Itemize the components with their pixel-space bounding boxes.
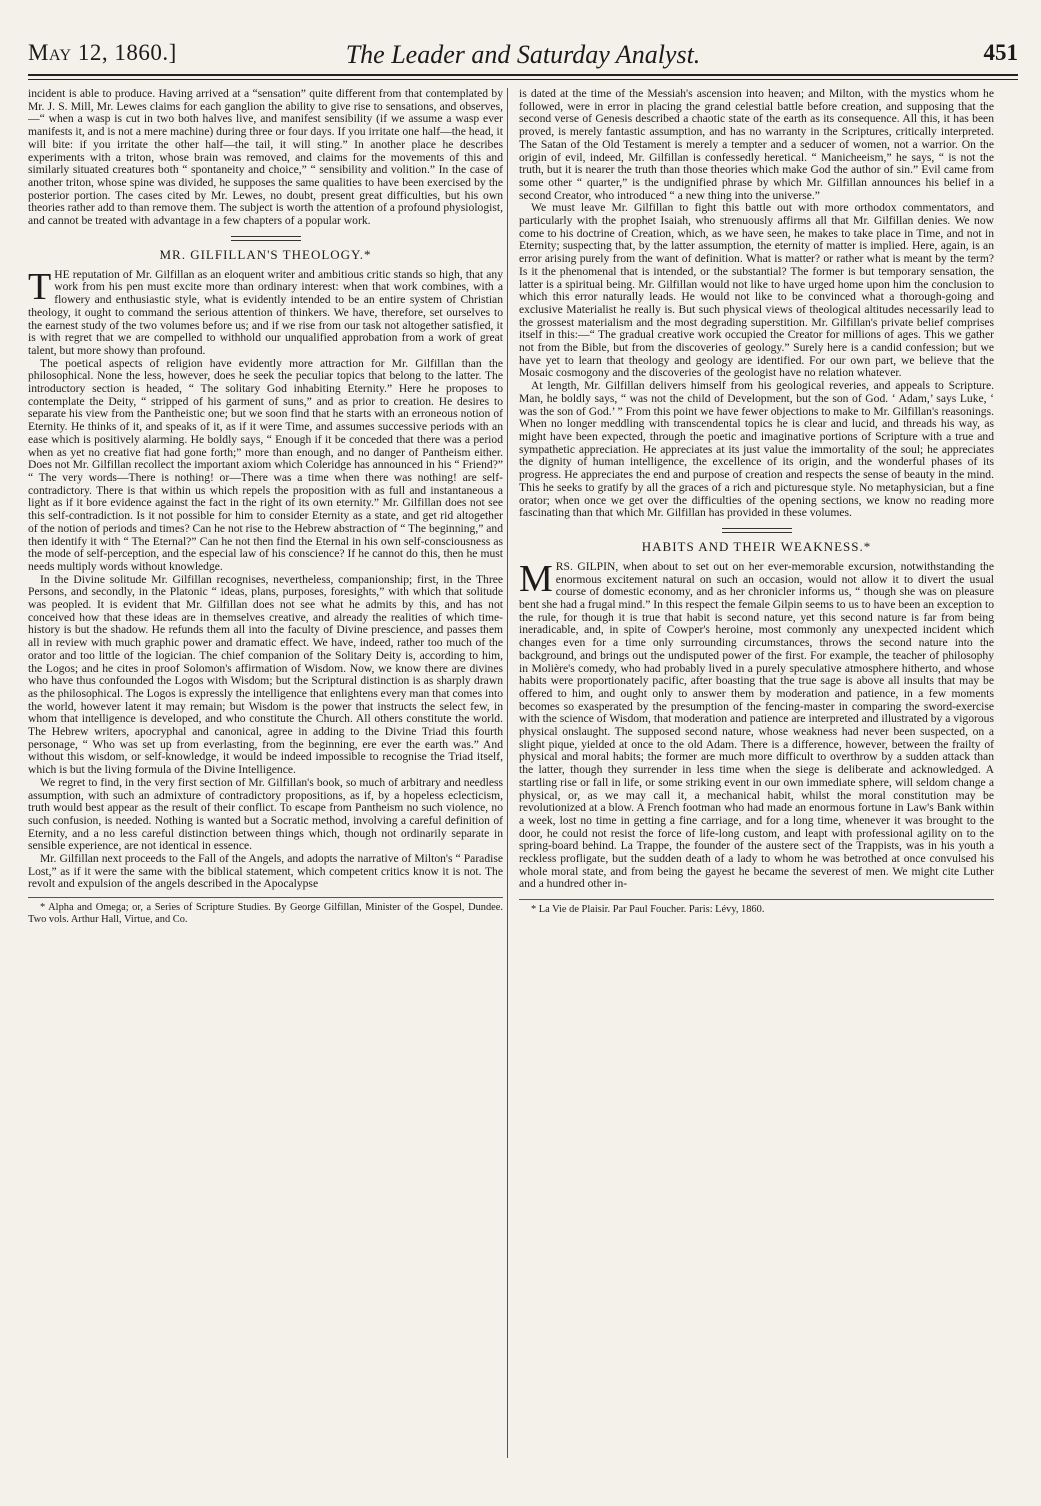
- article-paragraph: is dated at the time of the Messiah's ascension into heaven; and Milton, with the mystics whom he followed, were in error in placing the grand celestial battle before creation, and supposing that the second verse of Genesis described a chaotic state of the earth as its consequence. All this, it has been proved, is merely fantastic assumption, and has no warranty in the Scriptures, critically interpreted. The Satan of the Old Testament is merely a tempter and a seducer of women, not a warrior. On the origin of evil, indeed, Mr. Gilfillan is confessedly heretical. “ Manicheeism,” he says, “ is not the truth, but it is nearer the truth than those theories which make God the author of sin.” Evil came from some other “ quarter,” is the undignified phrase by which Mr. Gilfillan announces his belief in a second Creator, who introduced “ a new thing into the universe.”: [519, 88, 994, 202]
- section-separator: [231, 236, 301, 241]
- right-column: [519, 88, 994, 1468]
- article-paragraph: In the Divine solitude Mr. Gilfillan recognises, nevertheless, companionship; first, in the Three Persons, and secondly, in the Platonic “ ideas, plans, purposes, foresights,” with which that solitude was peopled. It is evident that Mr. Gilfillan does not see what he admits by this, and has not conceived how that these ideas are in themselves creative, and already the realities of which time-history is but the shadow. He refunds them all into the faculty of Divine prescience, and passes them all in review with much graphic power and dramatic effect. We have, indeed, rather too much of the orator and too little of the logician. The chief companion of the Solitary Deity is, according to him, the Logos; and he cites in proof Solomon's affirmation of Wisdom. Now, we know there are divines who have thus confounded the Logos with Wisdom; but the Scriptural distinction is as sharply drawn as the philosophical. The Logos is expressly the intelligence that enlightens every man that comes into the world, however latent it may remain; but Wisdom is the power that instructs the select few, in whom that intelligence is developed, and who constitute the Church. All others constitute the world. The Hebrew writers, apocryphal and canonical, agree in adding to the Divine Triad this fourth personage, “ Who was set up from everlasting, from the beginning, ere ever the earth was.” And without this wisdom, or self-knowledge, it would be indeed impossible to recognise the Triad itself, which is but the living formula of the Divine Intelligence.: [28, 572, 503, 777]
- article-paragraph: [519, 557, 994, 891]
- paragraph-text: RS. GILPIN, when about to set out on her ever-memorable excursion, notwithstanding the enormous excitement natural on such an occasion, would not allow it to divert the usual course of domestic economy, and as her chronicler informs us, “ though she was on pleasure bent she had a frugal mind.” In this respect the female Gilpin seems to us to have been an exception to the rule, for though it is true that habit is second nature, yet this second nature is far from being ineradicable, and, in spite of Cowper's heroine, most commonly any unexpected incident which changes even for a time only surrounding circumstances, throws the second nature into the background, and brings out the undisputed power of the first. For example, the teacher of philosophy in Molière's comedy, who had probably lived in a purely speculative atmosphere hitherto, and whose habits were proportionately pacific, after boasting that the true sage is above all insults that may be offered to him, and ought only to answer them by moderation and patience, in a few moments becomes so exasperated by the presumption of the fencing-master in comparing the sword-exercise with the science of Wisdom, that moderation and patience are interpreted and illustrated by a vigorous physical onslaught. The supposed second nature, whose weakness had never been suspected, on a slight pique, yielded at once to the old Adam. There is a difference, however, between the frailty of physical and moral habits; the former are much more difficult to overthrow by a sudden attack than the latter, though they surrender in less time when the siege is deliberate and acknowledged. A startling rise or fall in life, or some striking event in our own immediate sphere, will seldom change a physical, or, as we may call it, a mechanical habit, whilst the moral constitution may be revolutionized at a blow. A French footman who had made an enormous fortune in Law's Bank within a week, lost no time in getting a fine carriage, and for a long time, whenever it was brought to the door, he could not resist the force of life-long custom, and leapt with professional agility on to the spring-board behind. La Trappe, the founder of the austere sect of the Trappists, was in his youth a reckless profligate, but the sudden death of a lady to whom he was betrothed at once convulsed his whole moral state, and from being the gayest he became the severest of men. We might cite Luther and a hundred other in-: [519, 559, 994, 891]
- article-paragraph: At length, Mr. Gilfillan delivers himself from his geological reveries, and appeals to Scripture. Man, he boldly says, “ was not the child of Development, but the son of God. ‘ Adam,’ says Luke, ‘ was the son of God.’ ” From this point we have fewer objections to make to Mr. Gilfillan's reasonings. When no longer meddling with transcendental topics he is clear and lucid, and threads his way, as might have been expected, through the poetic and imaginative portions of Scripture with a true and sympathetic appreciation. He appreciates at its just value the immortality of the soul; he appreciates the dignity of human intelligence, the excellence of its origin, and the wonderful phases of its progress. He appreciates the end and purpose of creation and respects the sense of beauty in the mind. This he seeks to gratify by all the graces of a rich and picturesque style. No metaphysician, but a fine orator; when once we get over the difficulties of the opening sections, we know no reading more fascinating than that which Mr. Gilfillan has provided in these volumes.: [519, 379, 994, 520]
- footnote-gilfillan: * Alpha and Omega; or, a Series of Scripture Studies. By George Gilfillan, Minister of the Gospel, Dundee. Two vols. Arthur Hall, Virtue, and Co.: [28, 902, 503, 925]
- article-paragraph: Mr. Gilfillan next proceeds to the Fall of the Angels, and adopts the narrative of Milton's “ Paradise Lost,” as if it were the same with the biblical statement, which competent critics know it is not. The revolt and expulsion of the angels described in the Apocalypse: [28, 852, 503, 891]
- column-divider: [507, 88, 508, 1458]
- article-title-gilfillan: MR. GILFILLAN'S THEOLOGY.*: [159, 246, 372, 262]
- footnote-rule: [519, 899, 994, 900]
- article-paragraph: We regret to find, in the very first section of Mr. Gilfillan's book, so much of arbitrary and needless assumption, with such an admixture of contradictory propositions, as if, by a hopeless eclecticism, truth would best appear as the result of their conflict. To escape from Pantheism no such violence, no such confusion, is needed. Nothing is wanted but a Socratic method, involving a careful definition of Eternity, and a no less careful distinction between things which, though not ordinarily separate in sensible experience, are not identical in essence.: [28, 775, 503, 853]
- publication-title: The Leader and Saturday Analyst.: [345, 40, 701, 69]
- article-title-habits: HABITS AND THEIR WEAKNESS.*: [641, 538, 872, 554]
- masthead-rule: [28, 74, 1018, 76]
- section-separator: [722, 528, 792, 533]
- drop-cap: T: [28, 265, 52, 308]
- masthead-rule-thin: [28, 79, 1018, 80]
- article-paragraph: [28, 265, 503, 358]
- issue-date: May 12, 1860.]: [28, 40, 177, 65]
- article-paragraph: The poetical aspects of religion have evidently more attraction for Mr. Gilfillan than the philosophical. None the less, however, does he seek the peculiar topics that belong to the latter. The introductory section is headed, “ The solitary God inhabiting Eternity.” Here he proposes to contemplate the Deity, “ stripped of his garment of suns,” and as prior to creation. He desires to separate his view from the Pantheistic one; but we soon find that he starts with an erroneous notion of Eternity. He thinks of it, and speaks of it, as if it were Time, and assumes successive periods with an ease which is positively alarming. He boldly says, “ Enough if it be conceded that there was a period when as yet no creative fiat had gone forth;” more than enough, and no danger of Pantheism either. Does not Mr. Gilfillan recollect the important axiom which Coleridge has announced in his “ Friend?” “ The very words—There is nothing! or—There was a time when there was nothing! are self-contradictory. There is that within us which repels the proposition with as full and instantaneous a light as if it bore evidence against the fact in the right of its own eternity.” Mr. Gilfillan does not see this self-contradiction. Is it not possible for him to consider Eternity as a state, and get rid altogether of the notion of periods and times? Can he not rise to the Hebrew abstraction of “ The beginning,” and then identify it with “ The Eternal?” Can he not then find the Eternal in his own self-consciousness as the mode of self-perception, and the especial law of his conscience? If he cannot do this, then he must needs multiply words without knowledge.: [28, 356, 503, 573]
- intro-paragraph: incident is able to produce. Having arrived at a “sensation” quite different from that contemplated by Mr. J. S. Mill, Mr. Lewes claims for each ganglion the ability to give rise to sensations, and observes,—“ when a wasp is cut in two both halves live, and manifest sensibility (if we assume a wasp ever manifests it, and is not a mere machine) during three or four days. If you irritate one half—the head, it will bite: if you irritate the other half—the tail, it will sting.” In another place he describes experiments with a triton, whose brain was removed, and claims for the movements of this and similarly situated creatures both “ spontaneity and choice,” “ sensibility and volition.” In the case of another triton, whose spine was divided, he supposes the same qualities to have been exercised by the posterior portion. The cases cited by Mr. Lewes, no doubt, present great difficulties, but his own theories rather add to than remove them. The subject is worth the attention of a profound physiologist, and cannot be treated with advantage in a few chapters of a popular work.: [28, 88, 503, 228]
- footnote-rule: [28, 897, 503, 898]
- footnote-habits: * La Vie de Plaisir. Par Paul Foucher. Paris: Lévy, 1860.: [531, 904, 765, 916]
- masthead: [28, 40, 1018, 76]
- paragraph-text: HE reputation of Mr. Gilfillan as an eloquent writer and ambitious critic stands so high, that any work from his pen must excite more than ordinary interest: when that work combines, with a flowery and enthusiastic style, what is evidently intended to be an entire system of Christian theology, it ought to command the serious attention of thinkers. We have, therefore, set ourselves to the earnest study of the two volumes before us; and if we rise from our task not altogether satisfied, it is with regret that we are compelled to withhold our unqualified approbation from a work of great talent, but more showy than profound.: [28, 267, 503, 357]
- drop-cap: M: [519, 557, 553, 600]
- article-paragraph: We must leave Mr. Gilfillan to fight this battle out with more orthodox commentators, and particularly with the prophet Isaiah, who strenuously affirms all that Mr. Gilfillan denies. We now come to his doctrine of Creation, which, as we have seen, he makes to take place in Time, and not in Eternity; suspecting that, by the latter assumption, the eternity of matter is implied. Here, again, is an error arising purely from the want of definition. What is matter? or rather what is meant by the term? Is it the phenomenal that is intended, or the substantial? The former is but temporary sensation, the latter is a spiritual being. Mr. Gilfillan would not like to have urged home upon him the conclusion to which this error naturally leads. He would not like to be convinced what a thorough-going and exclusive Materialist he really is. But such physical views of theological altitudes necessarily lead to the grossest materialism and the most degrading superstition. Mr. Gilfillan's private belief comprises itself in this:—“ The gradual creative work occupied the Creator for millions of ages. This we gather not from the Bible, but from the discoveries of geology.” Surely here is a candid confession; but we have yet to learn that theology and geology are identified. For our own part, we believe that the Mosaic cosmogony and the discoveries of the geologist have no relation whatever.: [519, 201, 994, 380]
- left-column: [28, 88, 503, 1468]
- page-number: 451: [983, 40, 1018, 65]
